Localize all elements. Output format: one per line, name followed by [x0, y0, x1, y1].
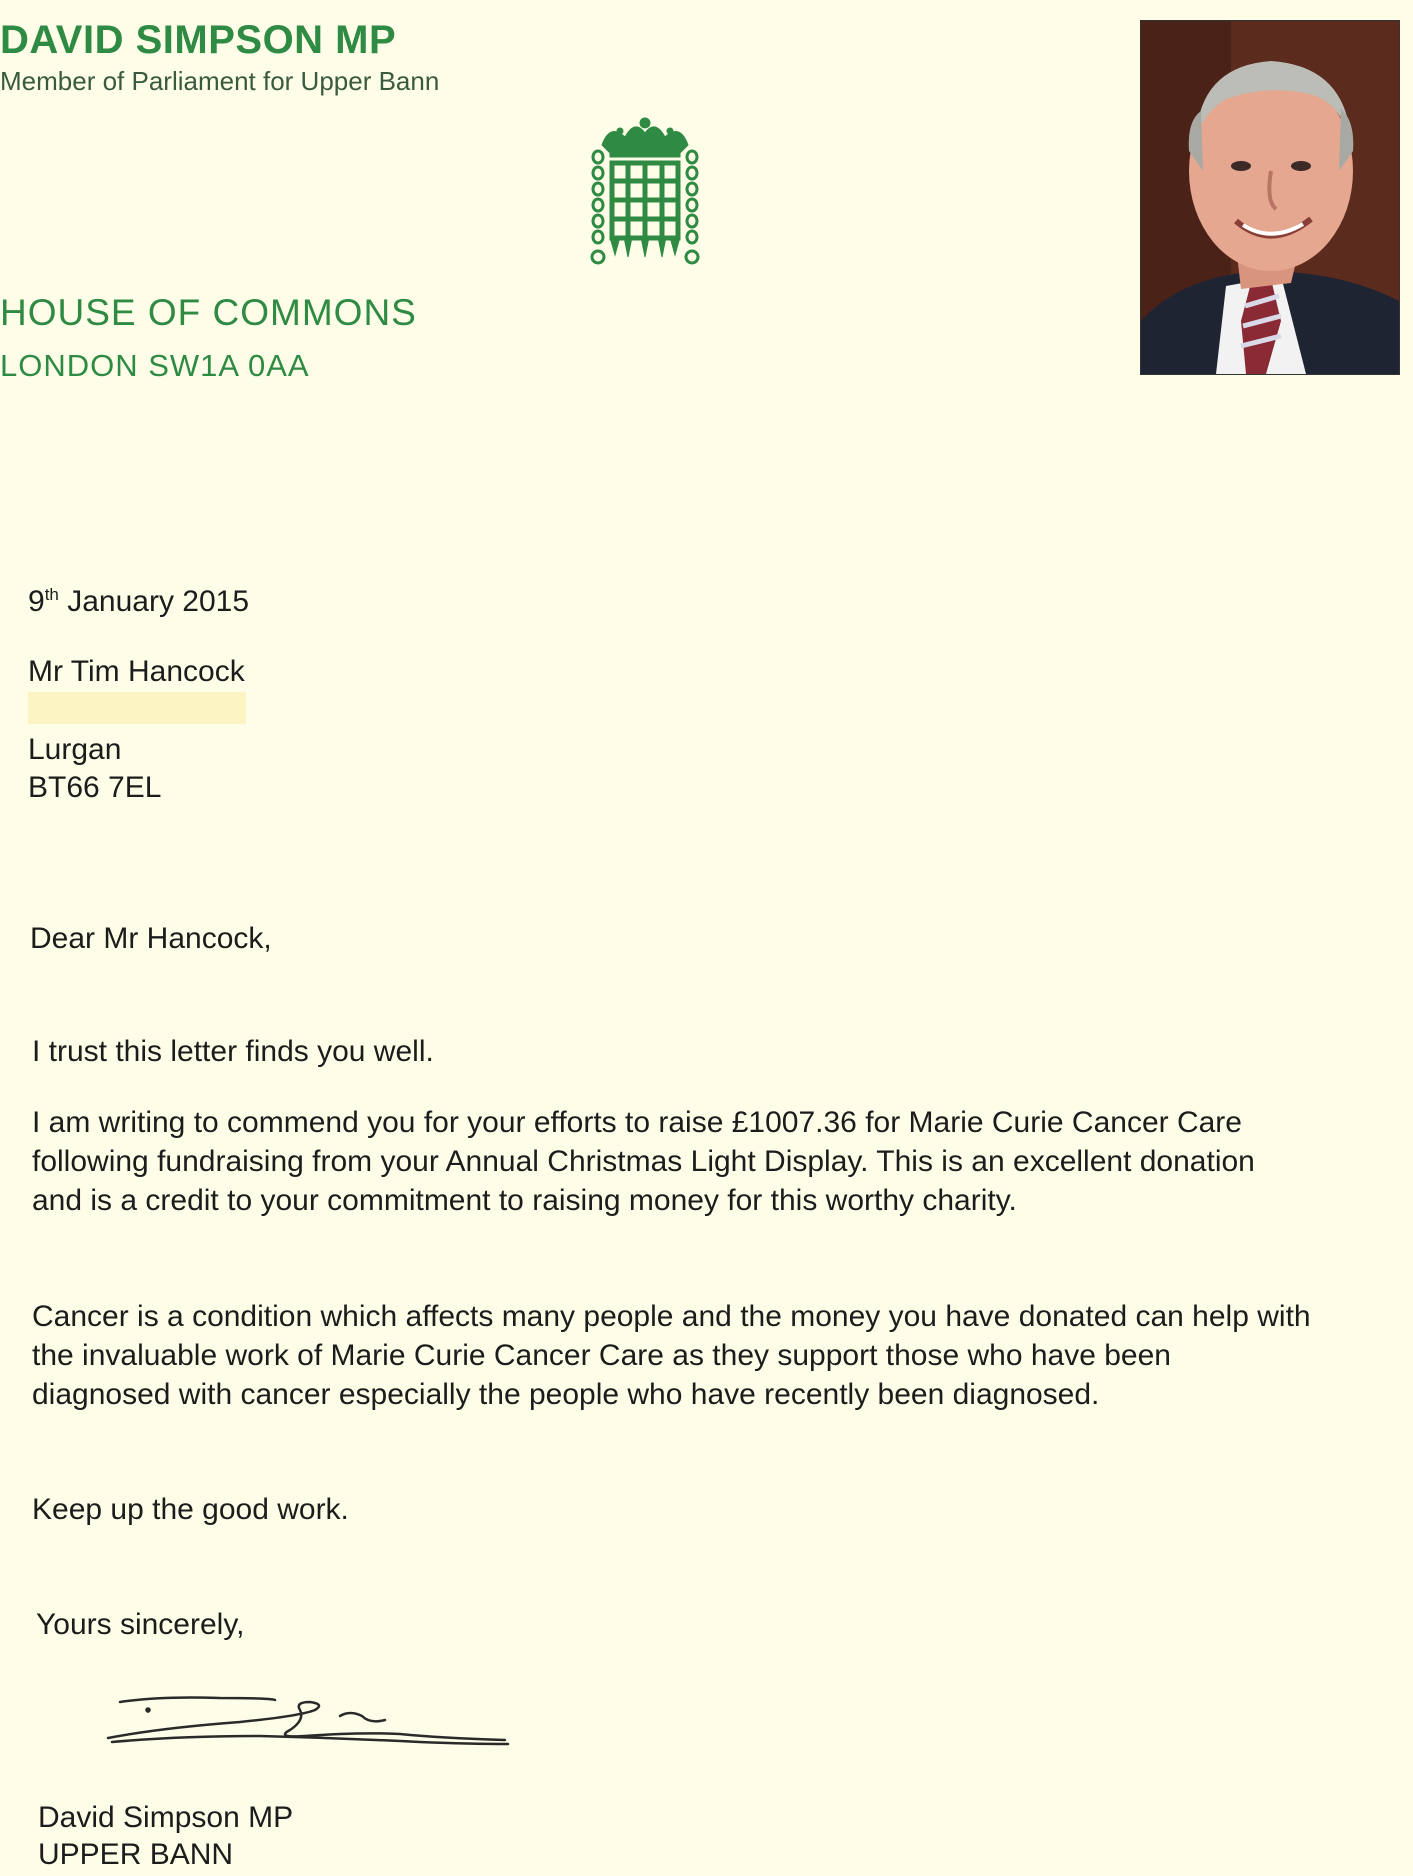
recipient-town: Lurgan — [28, 733, 122, 766]
recipient-postcode: BT66 7EL — [28, 771, 162, 804]
house-of-commons: HOUSE OF COMMONS — [0, 292, 417, 333]
signatory-name: David Simpson MP — [38, 1801, 294, 1834]
portcullis-icon — [580, 115, 710, 270]
paragraph-3: Cancer is a condition which affects many people and the money you have donated can help with the invaluable work of Marie Curie Cancer Care as they support those who have been diagnosed with cancer especially the people who have recently been diagnosed. — [32, 1300, 1311, 1411]
portrait-illustration — [1141, 21, 1399, 374]
signatory-constituency: UPPER BANN — [38, 1838, 234, 1871]
recipient-name: Mr Tim Hancock — [28, 655, 245, 688]
date-day: 9 — [28, 585, 45, 618]
mp-name: DAVID SIMPSON MP — [0, 18, 397, 62]
mp-role: Member of Parliament for Upper Bann — [0, 66, 440, 96]
redacted-address-line — [28, 692, 246, 724]
date-suffix: th — [44, 585, 59, 604]
handwritten-signature — [100, 1680, 520, 1760]
letter-date — [28, 575, 249, 621]
paragraph-4: Keep up the good work. — [32, 1493, 349, 1526]
salutation: Dear Mr Hancock, — [30, 922, 272, 955]
portrait-photo — [1140, 20, 1400, 375]
closing: Yours sincerely, — [36, 1608, 245, 1641]
paragraph-2: I am writing to commend you for your efforts to raise £1007.36 for Marie Curie Cancer Care following fundraising from your Annual Christmas Light Display. This is an excellent donation and is a credit to your commitment to raising money for this worthy charity. — [32, 1106, 1255, 1217]
date-month-year: January 2015 — [58, 585, 250, 618]
paragraph-1: I trust this letter finds you well. — [32, 1035, 434, 1068]
letterhead-address: LONDON SW1A 0AA — [0, 348, 310, 383]
